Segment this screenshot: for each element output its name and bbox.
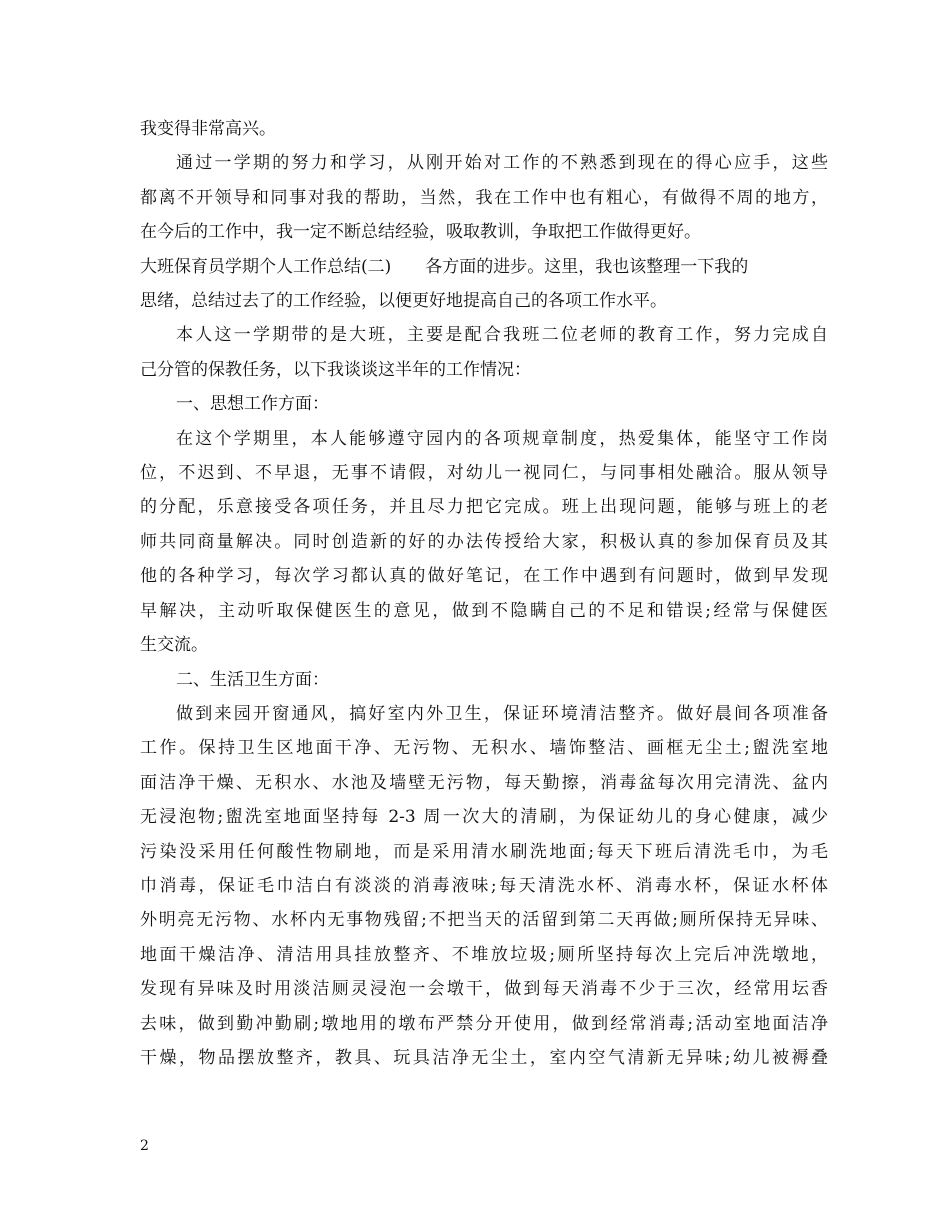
text-line: 在这个学期里，本人能够遵守园内的各项规章制度，热爱集体，能坚守工作岗 [176, 428, 828, 449]
text-line: 我变得非常高兴。 [140, 119, 276, 139]
text-line: 生交流。 [140, 635, 208, 656]
text-line: 他的各种学习，每次学习都认真的做好笔记，在工作中遇到有问题时，做到早发现 [140, 566, 828, 587]
text-line: 工作。保持卫生区地面干净、无污物、无积水、墙饰整洁、画框无尘土;盥洗室地 [140, 738, 828, 759]
document-body [140, 112, 828, 1075]
text-line: 都离不开领导和同事对我的帮助，当然，我在工作中也有粗心，有做得不周的地方， [140, 187, 828, 208]
section-title-paragraph [140, 250, 828, 319]
text-line: 早解决，主动听取保健医生的意见，做到不隐瞒自己的不足和错误;经常与保健医 [140, 600, 828, 621]
text-line: 干燥，物品摆放整齐，教具、玩具洁净无尘土，室内空气清新无异味;幼儿被褥叠 [140, 1047, 828, 1068]
text-line: 巾消毒，保证毛巾洁白有淡淡的消毒液味;每天清洗水杯、消毒水杯，保证水杯体 [140, 875, 828, 896]
text-line: 无浸泡物;盥洗室地面坚持每 2-3 周一次大的清刷，为保证幼儿的身心健康，减少 [140, 807, 828, 828]
text-line: 思绪，总结过去了的工作经验，以便更好地提高自己的各项工作水平。 [140, 291, 667, 312]
subheading-line: 二、生活卫生方面： [176, 669, 329, 690]
text-line: 本人这一学期带的是大班，主要是配合我班二位老师的教育工作，努力完成自 [176, 325, 828, 346]
text-line: 位，不迟到、不早退，无事不请假，对幼儿一视同仁，与同事相处融洽。服从领导 [140, 463, 828, 484]
text-line: 己分管的保教任务，以下我谈谈这半年的工作情况： [140, 359, 531, 380]
text-line: 去味，做到勤冲勤刷;墩地用的墩布严禁分开使用，做到经常消毒;活动室地面洁净 [140, 1013, 828, 1034]
text-line: 做到来园开窗通风，搞好室内外卫生，保证环境清洁整齐。做好晨间各项准备 [176, 703, 828, 724]
text-line: 污染没采用任何酸性物刷地，而是采用清水刷洗地面;每天下班后清洗毛巾，为毛 [140, 841, 828, 862]
text-line: 在今后的工作中，我一定不断总结经验，吸取教训，争取把工作做得更好。 [140, 222, 701, 243]
text-line: 外明亮无污物、水杯内无事物残留;不把当天的活留到第二天再做;厕所保持无异味、 [140, 910, 828, 931]
text-line: 的分配，乐意接受各项任务，并且尽力把它完成。班上出现问题，能够与班上的老 [140, 497, 828, 518]
text-line: 地面干燥洁净、清洁用具挂放整齐、不堆放垃圾;厕所坚持每次上完后冲洗墩地， [140, 944, 828, 965]
text-line: 发现有异味及时用淡洁厕灵浸泡一会墩干，做到每天消毒不少于三次，经常用坛香 [140, 979, 828, 1000]
paragraph [140, 422, 828, 663]
paragraph [140, 112, 828, 146]
subheading-line: 一、思想工作方面： [176, 394, 329, 415]
paragraph [140, 146, 828, 249]
subheading [140, 387, 828, 421]
text-line: 面洁净干燥、无积水、水池及墙壁无污物，每天勤擦，消毒盆每次用完清洗、盆内 [140, 772, 828, 793]
page-number: 2 [140, 1138, 149, 1154]
paragraph [140, 318, 828, 387]
text-line: 师共同商量解决。同时创造新的好的办法传授给大家，积极认真的参加保育员及其 [140, 531, 828, 552]
text-line: 通过一学期的努力和学习，从刚开始对工作的不熟悉到现在的得心应手，这些 [176, 153, 828, 174]
subheading [140, 663, 828, 697]
section-title-line: 大班保育员学期个人工作总结(二) 各方面的进步。这里，我也该整理一下我的 [140, 256, 749, 277]
paragraph [140, 697, 828, 1075]
